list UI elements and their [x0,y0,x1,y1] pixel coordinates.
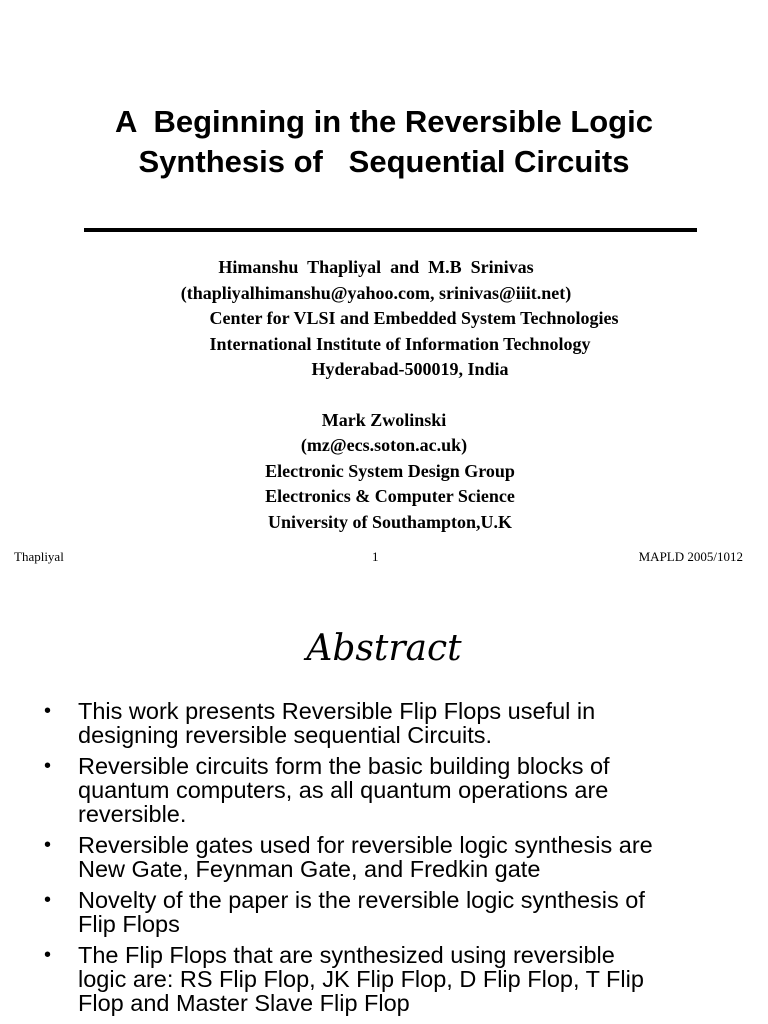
bullet-text-line: Novelty of the paper is the reversible logic synthesis of [78,887,645,913]
abstract-bullet-item [44,943,754,1015]
bullet-text-line: The Flip Flops that are synthesized using reversible [78,942,615,968]
bullet-text-line: Flip Flops [78,911,180,937]
abstract-bullet-item [44,754,754,826]
bullet-dot-icon: • [44,700,52,722]
bullet-text-line: Flop and Master Slave Flip Flop [78,990,410,1016]
abstract-bullet-item [44,699,754,747]
bullet-text-line: New Gate, Feynman Gate, and Fredkin gate [78,856,541,882]
title-line-1: A Beginning in the Reversible Logic [115,104,653,139]
abstract-bullet-list [44,699,754,1022]
bullet-text-line: Reversible gates used for reversible logic synthesis are [78,832,653,858]
second-author-name: Mark Zwolinski [321,409,447,430]
footer-conference: MAPLD 2005/1012 [638,549,743,564]
footer-author: Thapliyal [14,549,64,564]
bullet-text-line: logic are: RS Flip Flop, JK Flip Flop, D Flip Flop, T Flip [78,966,644,992]
title-line-2: Synthesis of Sequential Circuits [138,144,630,179]
second-author-dept: Electronics & Computer Science [265,486,515,506]
affiliation-location: Hyderabad-500019, India [311,359,509,379]
abstract-heading: Abstract [306,628,462,669]
abstract-slide [0,575,768,1024]
bullet-dot-icon: • [44,944,52,966]
bullet-dot-icon: • [44,834,52,856]
bullet-text-line: designing reversible sequential Circuits. [78,722,493,748]
bullet-dot-icon: • [44,889,52,911]
title-divider [84,228,697,232]
affiliation-institute: International Institute of Information Technology [209,333,591,354]
bullet-text-line: quantum computers, as all quantum operations are [78,777,609,803]
second-author-group: Electronic System Design Group [265,460,515,481]
affiliation-center: Center for VLSI and Embedded System Technologies [209,308,619,328]
author-block [0,255,768,535]
bullet-text-line: This work presents Reversible Flip Flops useful in [78,698,596,724]
abstract-bullet-item [44,888,754,936]
bullet-text-line: Reversible circuits form the basic building blocks of [78,753,610,779]
second-author-university: University of Southampton,U.K [267,511,513,532]
authors-emails: (thapliyalhimanshu@yahoo.com, srinivas@iiit.net) [180,282,572,303]
authors-names: Himanshu Thapliyal and M.B Srinivas [218,257,534,277]
bullet-dot-icon: • [44,755,52,777]
bullet-text-line: reversible. [78,801,187,827]
second-author-email: (mz@ecs.soton.ac.uk) [300,435,468,455]
slide-title [0,102,768,182]
abstract-bullet-item [44,833,754,881]
footer-page-number: 1 [372,549,379,564]
